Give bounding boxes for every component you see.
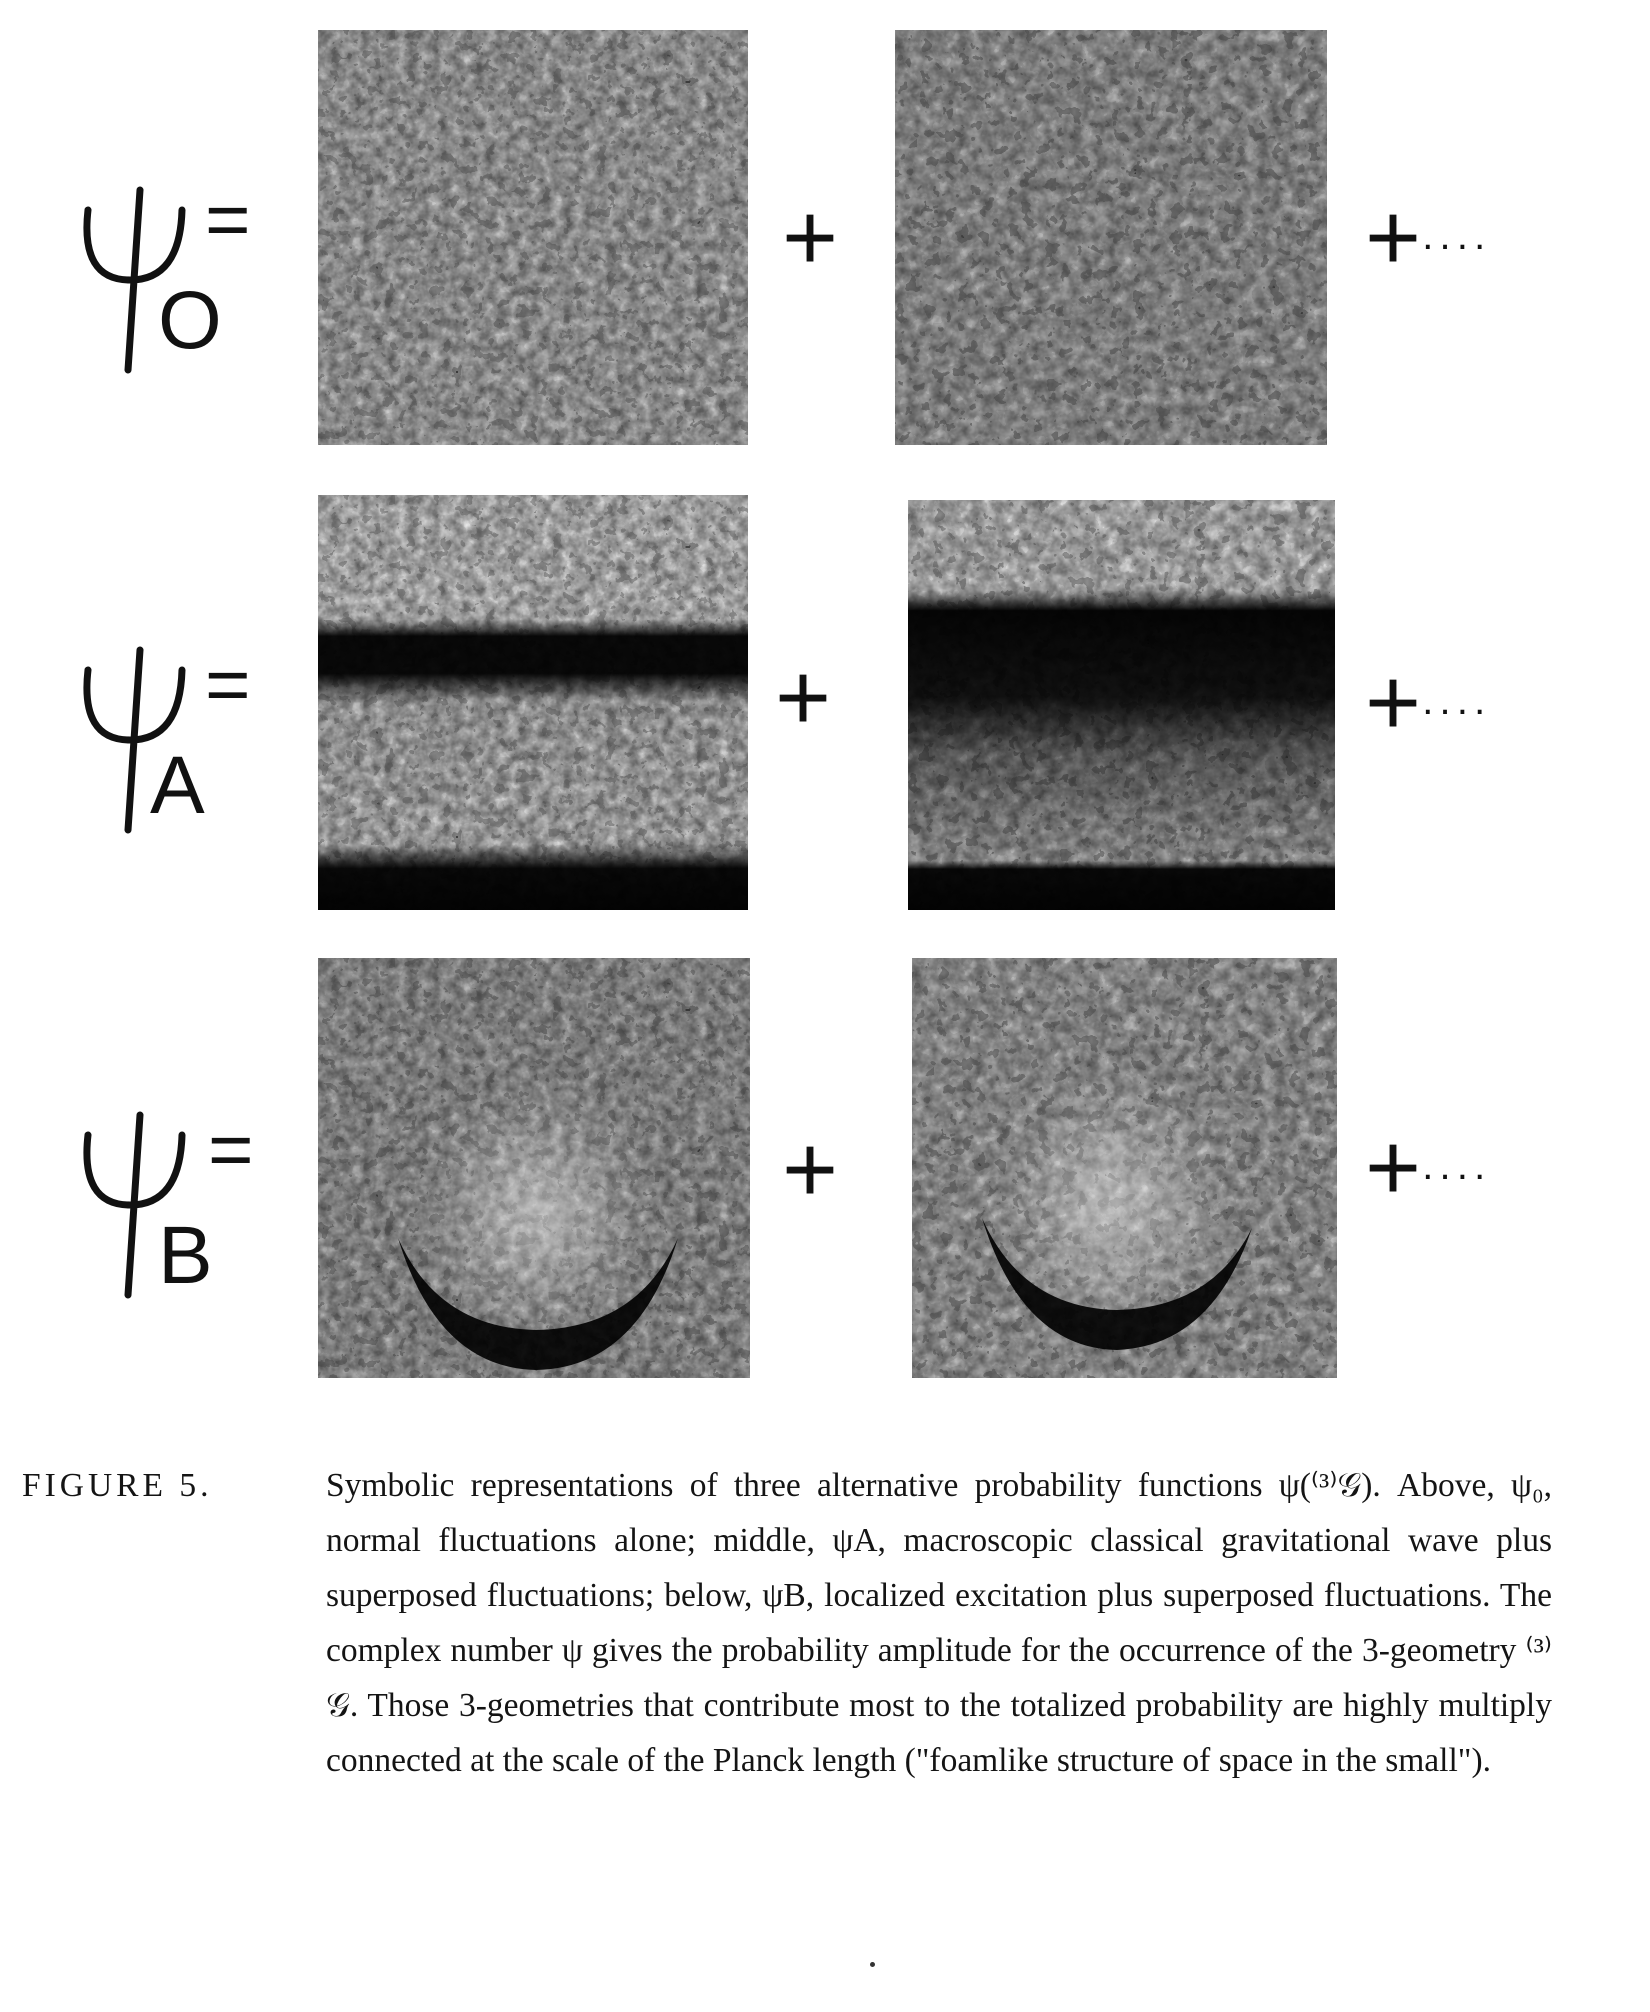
ellipsis: ···· [1421, 222, 1491, 267]
wave-panel [908, 500, 1335, 910]
wave-panel [318, 495, 748, 910]
equals-sign: = [205, 640, 251, 728]
scan-speck [870, 1962, 875, 1967]
figure-caption: Symbolic representations of three alternative probability functions ψ(⁽³⁾𝒢). Above, ψ₀, normal fluctuations alone; middle, ψA, macroscopic classical gravitational wave plus superposed fluctuations; below, ψB, localized excitation plus superposed fluctuations. The complex number ψ gives the probability amplitude for the occurrence of the 3-geometry ⁽³⁾𝒢. Those 3-geometries that contribute most to the totalized probability are highly multiply connected at the scale of the Planck length ("foamlike structure of space in the small"). [326, 1467, 1552, 1779]
plus-ellipsis [1365, 184, 1491, 291]
equals-sign: = [208, 1105, 254, 1193]
foam-panel [318, 30, 748, 445]
psi-subscript: A [150, 740, 205, 831]
foam-panel [895, 30, 1327, 445]
ellipsis: ···· [1421, 1152, 1491, 1197]
plus-sign: + [775, 644, 832, 751]
plus-sign: + [782, 1116, 839, 1223]
plus-sign: + [1365, 1114, 1422, 1221]
bump-panel [912, 958, 1337, 1378]
plus-ellipsis [1365, 1114, 1491, 1221]
ellipsis: ···· [1421, 687, 1491, 732]
psi-subscript: O [158, 275, 222, 366]
plus-sign: + [1365, 184, 1422, 291]
plus-sign: + [1365, 649, 1422, 756]
plus-sign: + [782, 184, 839, 291]
psi-subscript: B [158, 1210, 213, 1301]
plus-ellipsis [1365, 649, 1491, 756]
figure-label: FIGURE 5. [22, 1467, 213, 1504]
equals-sign: = [205, 175, 251, 263]
bump-panel [318, 958, 750, 1378]
